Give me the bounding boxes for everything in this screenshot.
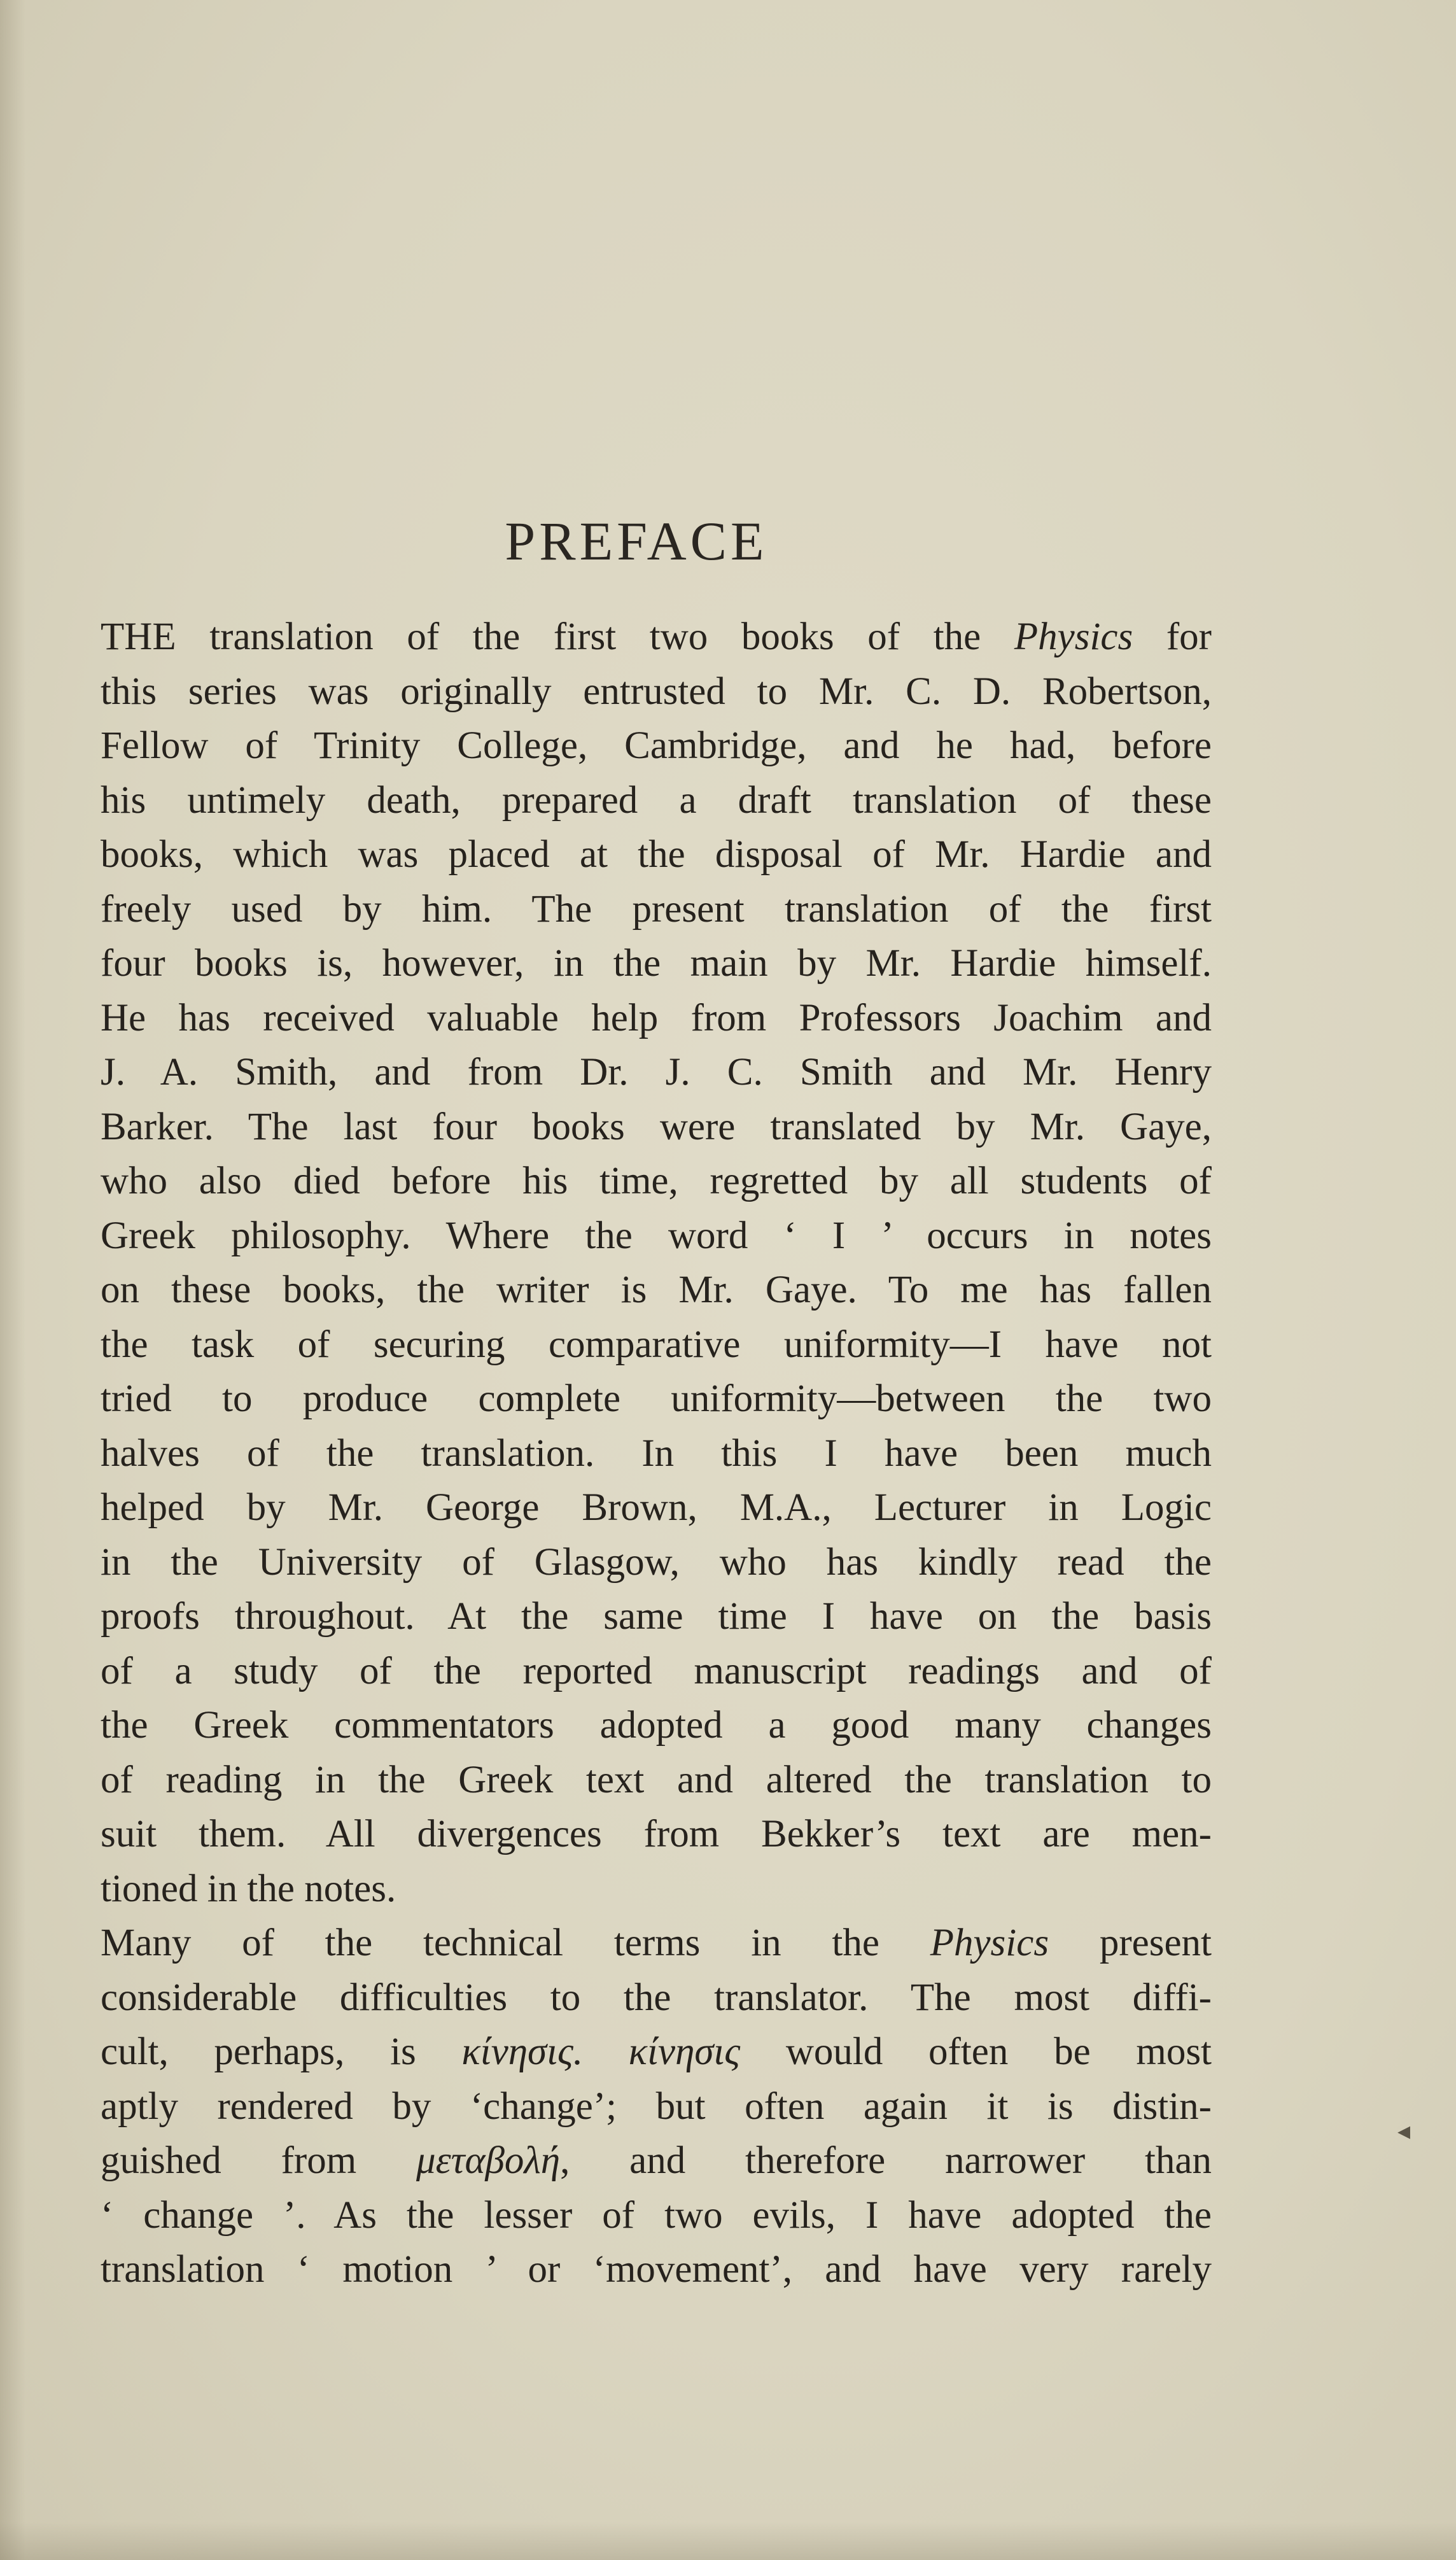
text-run: this series was originally entrusted to Mr. C. D. Robertson, — [101, 670, 1212, 713]
page-left-shadow — [0, 0, 25, 2560]
text-line — [53, 1916, 1212, 1971]
text-run: ‘ change ’. As the lesser of two evils, I have adopted the — [101, 2193, 1212, 2237]
text-run: considerable difficulties to the translator. The most diffi- — [101, 1976, 1212, 2019]
text-run: his untimely death, prepared a draft translation of these — [101, 778, 1212, 822]
italic-text: μεταβολή — [416, 2139, 561, 2182]
text-run: cult, perhaps, is — [101, 2030, 462, 2073]
text-line — [53, 1480, 1212, 1535]
text-line — [53, 1426, 1212, 1481]
text-line — [53, 1971, 1212, 2025]
text-run: tried to produce complete uniformity—between the two — [101, 1377, 1212, 1420]
text-run: proofs throughout. At the same time I have on the basis — [101, 1595, 1212, 1638]
text-run: suit them. All divergences from Bekker’s text are men- — [101, 1813, 1212, 1855]
text-line — [53, 991, 1212, 1046]
text-run: the Greek commentators adopted a good many changes — [101, 1704, 1212, 1747]
text-run: tioned in the notes. — [101, 1867, 396, 1910]
text-line — [53, 2188, 1212, 2243]
text-line — [53, 936, 1212, 991]
text-line — [53, 2025, 1212, 2079]
page-bottom-shadow — [0, 2522, 1456, 2560]
text-line — [53, 1698, 1212, 1753]
text-run: who also died before his time, regretted by all students of — [101, 1160, 1212, 1202]
italic-text: κίνησις. κίνησις — [461, 2030, 741, 2073]
text-run: of a study of the reported manuscript readings and of — [101, 1649, 1212, 1692]
text-line — [53, 1209, 1212, 1263]
text-line — [53, 882, 1212, 937]
text-run: translation of the first two books of the — [176, 615, 1014, 658]
text-line — [53, 2242, 1212, 2297]
text-line — [53, 1318, 1212, 1372]
paragraph-1 — [53, 610, 1212, 1916]
text-run: guished from — [101, 2139, 416, 2182]
text-line — [53, 1263, 1212, 1318]
preface-body — [53, 610, 1212, 2297]
text-line — [53, 1753, 1212, 1808]
text-line — [53, 2134, 1212, 2188]
italic-text: Physics — [1014, 615, 1133, 658]
text-run: freely used by him. The present translation of the first — [101, 887, 1212, 931]
text-run: Greek philosophy. Where the word ‘ I ’ occurs in notes — [101, 1214, 1212, 1257]
text-run: He has received valuable help from Professors Joachim and — [101, 996, 1212, 1039]
text-line — [53, 1372, 1212, 1426]
text-line — [53, 610, 1212, 665]
text-run: Fellow of Trinity College, Cambridge, and he had, before — [101, 724, 1212, 767]
page-title: PREFACE — [505, 510, 768, 572]
text-line — [53, 1589, 1212, 1644]
italic-text: Physics — [930, 1922, 1049, 1964]
text-run: books, which was placed at the disposal of Mr. Hardie and — [101, 833, 1212, 876]
text-run: helped by Mr. George Brown, M.A., Lecturer in Logic — [101, 1486, 1212, 1529]
text-line — [53, 665, 1212, 719]
text-run: halves of the translation. In this I have been much — [101, 1431, 1212, 1475]
text-line — [53, 827, 1212, 882]
text-run: on these books, the writer is Mr. Gaye. To me has fallen — [101, 1269, 1212, 1311]
text-run: four books is, however, in the main by Mr. Hardie himself. — [101, 942, 1212, 985]
text-line — [53, 1535, 1212, 1590]
text-line — [53, 2079, 1212, 2134]
text-line — [53, 1100, 1212, 1155]
text-run: present — [1049, 1922, 1212, 1964]
text-line — [53, 1045, 1212, 1100]
text-run: THE — [101, 615, 176, 658]
text-line — [53, 1862, 1212, 1916]
text-run: the task of securing comparative uniformity—I have not — [101, 1323, 1212, 1366]
text-line — [53, 1807, 1212, 1862]
text-run: aptly rendered by ‘change’; but often again it is distin- — [101, 2085, 1212, 2128]
text-run: would often be most — [740, 2030, 1212, 2073]
text-run: in the University of Glasgow, who has kindly read the — [101, 1540, 1212, 1584]
text-run: Many of the technical terms in the — [101, 1922, 930, 1964]
text-run: for — [1133, 615, 1212, 658]
text-run: translation ‘ motion ’ or ‘movement’, and have very rarely — [101, 2248, 1212, 2291]
text-line — [53, 719, 1212, 773]
margin-mark: ◂ — [1397, 2116, 1411, 2146]
text-run: Barker. The last four books were translated by Mr. Gaye, — [101, 1105, 1212, 1148]
text-line — [53, 1154, 1212, 1209]
text-run: J. A. Smith, and from Dr. J. C. Smith and Mr. Henry — [101, 1051, 1212, 1094]
text-run: of reading in the Greek text and altered the translation to — [101, 1758, 1212, 1801]
paragraph-2 — [53, 1916, 1212, 2297]
text-run: , and therefore narrower than — [560, 2139, 1212, 2182]
text-line — [53, 773, 1212, 828]
text-line — [53, 1644, 1212, 1699]
